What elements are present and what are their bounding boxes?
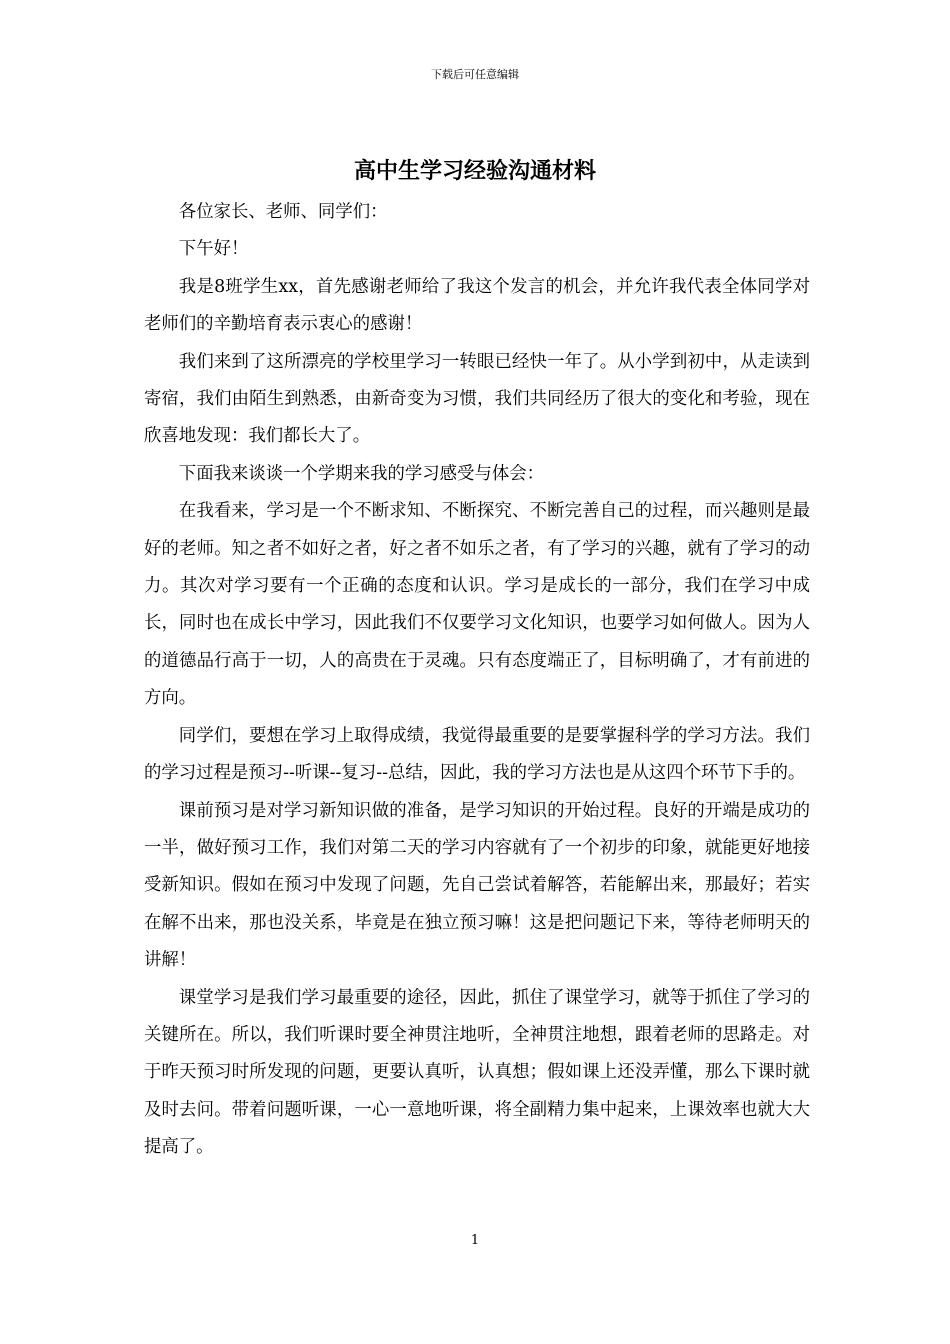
- paragraph-topic: 下面我来谈谈一个学期来我的学习感受与体会：: [178, 463, 545, 484]
- page-number: 1: [470, 1233, 480, 1248]
- paragraph-salutation: 各位家长、老师、同学们：: [178, 202, 388, 222]
- paragraph-interest-attitude: 在我看来，学习是一个不断求知、不断探究、不断完善自己的过程，而兴趣则是最好的老师。知之者不如好之者，好之者不如乐之者，有了学习的兴趣，就有了学习的动力。其次对学习要有一个正确的态度和认识。学习是成长的一部分，我们在学习中成长，同时也在成长中学习，因此我们不仅要学习文化知识，也要学习如何做人。因为人的道德品行高于一切，人的高贵在于灵魂。只有态度端正了，目标明确了，才有前进的方向。: [144, 501, 810, 709]
- paragraph-introduction: 我是8班学生xx，首先感谢老师给了我这个发言的机会，并允许我代表全体同学对老师们的辛勤培育表示衷心的感谢！: [144, 276, 810, 335]
- document-body: [144, 194, 810, 1167]
- paragraph-greeting: 下午好！: [178, 239, 249, 260]
- header-note: 下载后可任意编辑: [431, 68, 519, 81]
- paragraph-preview: 课前预习是对学习新知识做的准备，是学习知识的开始过程。良好的开端是成功的一半，做好预习工作，我们对第二天的学习内容就有了一个初步的印象，就能更好地接受新知识。假如在预习中发现了问题，先自己尝试着解答，若能解出来，那最好；若实在解不出来，那也没关系，毕竟是在独立预习嘛！这是把问题记下来，等待老师明天的讲解！: [144, 800, 810, 971]
- paragraph-study-method: 同学们，要想在学习上取得成绩，我觉得最重要的是要掌握科学的学习方法。我们的学习过程是预习--听课--复习--总结，因此，我的学习方法也是从这四个环节下手的。: [144, 725, 810, 784]
- document-title: 高中生学习经验沟通材料: [353, 158, 596, 184]
- paragraph-school-life: 我们来到了这所漂亮的学校里学习一转眼已经快一年了。从小学到初中，从走读到寄宿，我们由陌生到熟悉，由新奇变为习惯，我们共同经历了很大的变化和考验，现在欣喜地发现：我们都长大了。: [144, 351, 810, 447]
- paragraph-classroom: 课堂学习是我们学习最重要的途径，因此，抓住了课堂学习，就等于抓住了学习的关键所在。所以，我们听课时要全神贯注地听，全神贯注地想，跟着老师的思路走。对于昨天预习时所发现的问题，更要认真听，认真想；假如课上还没弄懂，那么下课时就及时去问。带着问题听课，一心一意地听课，将全副精力集中起来，上课效率也就大大提高了。: [144, 987, 810, 1158]
